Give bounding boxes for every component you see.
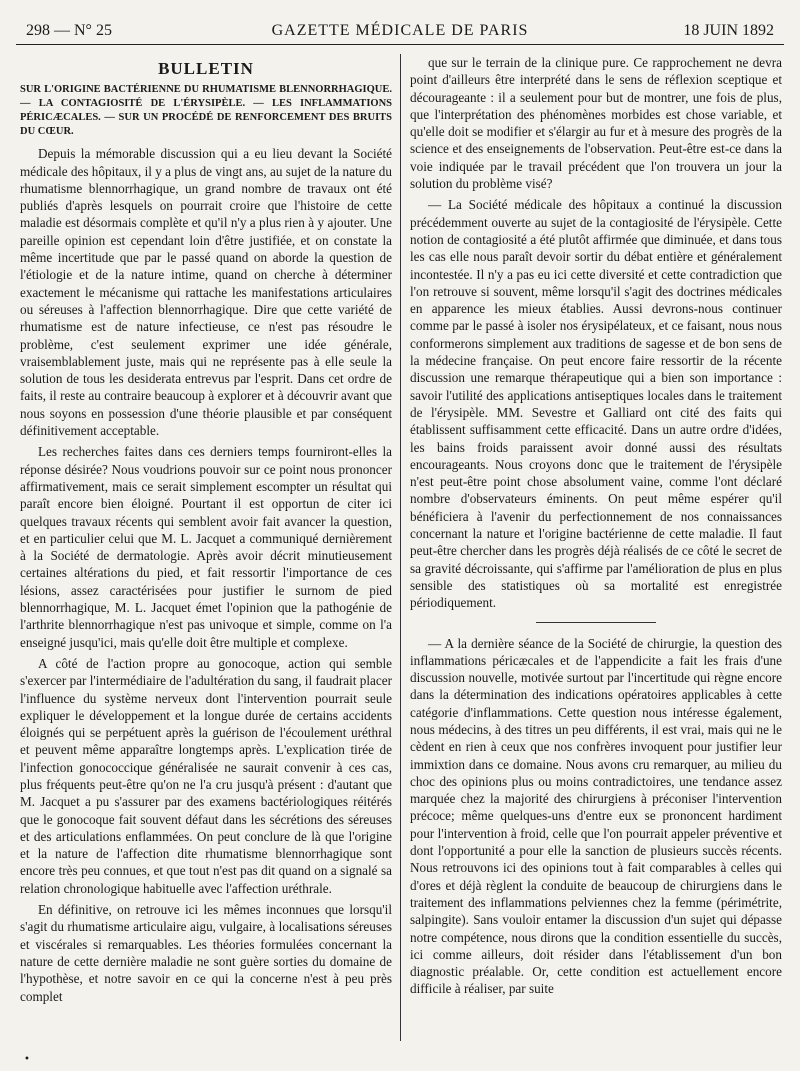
footer-mark: •	[24, 1054, 30, 1065]
left-paragraphs	[20, 145, 392, 1005]
page-header	[16, 0, 784, 45]
journal-title: GAZETTE MÉDICALE DE PARIS	[271, 22, 529, 39]
paragraph: que sur le terrain de la clinique pure. Ce rapprochement ne devra point d'ailleurs être interprété dans le sens de réflexion sceptique et décourageante : il a seulement pour but de montrer, une fois de plus, que l'interprétation des phénomènes morbides est chose variable, et qu'elle doit se modifier et s'élargir au fur et à mesure des progrès de la science et des enseignements de l'observation. Peut-être est-ce dans la voie indiquée par le travail précédent que l'on trouvera un jour la solution du problème visé?	[410, 55, 782, 192]
paragraph: Les recherches faites dans ces derniers temps fourniront-elles la réponse désirée? Nous voudrions pouvoir sur ce point nous prononcer affirmativement, mais ce serait simplement escompter un résultat qui paraît encore bien éloigné. Pourtant il est opportun de citer ici quelques travaux récents qui semblent avoir fait avancer la question, et en particulier celui que M. L. Jacquet a communiqué dernièrement à la Société de dermatologie. Après avoir décrit minutieusement certaines altérations du pied, et fait ressortir l'importance de ces lésions, assez caractérisées pour justifier le surnom de pied blennorrhagique, M. L. Jacquet émet l'opinion que la pathogénie de l'arthrite blennorrhagique n'est pas univoque et simple, comme on l'a enseigné jusqu'ici, mais qu'elle doit être multiple et complexe.	[20, 444, 392, 650]
paragraph: Depuis la mémorable discussion qui a eu lieu devant la Société médicale des hôpitaux, il y a plus de vingt ans, au sujet de la nature du rhumatisme blennorrhagique, un grand nombre de travaux ont été publiés d'après lesquels on pourrait croire que l'histoire de cette maladie est désormais complète et qu'il n'y a plus rien à y ajouter. Une pareille opinion est cependant loin d'être justifiée, et on constate la même incertitude que par le passé quand on aborde la question de l'étiologie et de la nature intime, quand on cherche à déterminer exactement le mécanisme qui rattache les manifestations articulaires ou séreuses à l'affection blennorrhagique. Dire que cette variété de rhumatisme est de nature infectieuse, ce n'est pas résoudre le problème, c'est seulement exprimer une idée générale, vraisemblablement juste, mais qui ne représente pas à elle seule la solution de tous les desiderata entrevus par l'esprit. Dans cet ordre de faits, il reste au contraire beaucoup à explorer et à découvrir avant que nous soyons en possession d'une théorie plausible et par conséquent définitivement acceptable.	[20, 146, 392, 439]
column-divider	[400, 54, 401, 1041]
right-column	[410, 54, 782, 1002]
right-paragraphs-c	[410, 635, 782, 998]
paragraph: — La Société médicale des hôpitaux a continué la discussion précédemment ouverte au sujet de la contagiosité de l'érysipèle. Cette notion de contagiosité a été plutôt affirmée que diminuée, et dans tous les cas elle nous paraît devoir sortir du débat entière et généralement incontestée. Il n'y a pas eu ici cette diversité et cette contradiction que l'on retrouve si souvent, même lorsqu'il s'agit des doctrines médicales en apparence les mieux établies. Aussi devrons-nous continuer comme par le passé à isoler nos érysipélateux, et ce faisant, nous nous conformerons simplement aux traditions de sagesse et de bon sens de la médecine française. On peut encore faire ressortir de la récente discussion une remarque thérapeutique qui a bien son importance : savoir l'utilité des applications antiseptiques locales dans le traitement de l'érysipèle. MM. Sevestre et Galliard ont cité des faits qui établissent suffisamment cette efficacité. Dans un autre ordre d'idées, les bains froids paraissent avoir donné aussi des résultats encourageants. Nous croyons donc que le traitement de l'érysipèle n'est peut-être point chose absolument vaine, comme l'ont déclaré nombre d'observateurs éminents. On peut même espérer qu'il bénéficiera à l'avenir du perfectionnement de nos connaissances concernant la nature et l'origine bactérienne de cette maladie. Il faut peut-être chercher dans les progrès déjà réalisés de ce côté le secret de sa gravité décroissante, qui s'affirme par l'amélioration de plus en plus sensible des statistiques où sa mortalité est enregistrée périodiquement.	[410, 197, 782, 611]
paragraph: A côté de l'action propre au gonocoque, action qui semble s'exercer par l'intermédiaire de l'adultération du sang, il faudrait placer l'influence du système nerveux dont l'intervention pourrait seule expliquer le développement et la longue durée de certains accidents éloignés qui se perpétuent après la guérison de l'écoulement uréthral et peuvent même apparaître longtemps après. L'explication tirée de l'infection gonococcique généralisée ne saurait convenir à ces cas, plus fréquents peut-être qu'on ne l'a cru jusqu'à présent : d'autant que M. Jacquet a pu s'assurer par des examens bactériologiques réitérés que le gonocoque fait souvent défaut dans les sécrétions des séreuses et des articulations enflammées. On peut conclure de là que l'origine et la nature de l'affection dite rhumatisme blennorrhagique sont encore très peu connues, et que tout n'est pas dit quand on a signalé sa relation chronologique habituelle avec l'affection uréthrale.	[20, 655, 392, 896]
right-paragraphs-a	[410, 54, 782, 192]
page-number: 298 — N° 25	[26, 22, 112, 39]
issue-date: 18 JUIN 1892	[683, 22, 774, 39]
left-column	[20, 54, 392, 1009]
right-paragraphs-b	[410, 196, 782, 611]
bulletin-subheading: SUR L'ORIGINE BACTÉRIENNE DU RHUMATISME BLENNORRHAGIQUE. — LA CONTAGIOSITÉ DE L'ÉRYSIPÈLE. — LES INFLAMMATIONS PÉRICÆCALES. — SUR UN PROCÉDÉ DE RENFORCEMENT DES BRUITS DU CŒUR.	[20, 84, 392, 138]
paragraph: En définitive, on retrouve ici les mêmes inconnues que lorsqu'il s'agit du rhumatisme articulaire aigu, vulgaire, à localisations séreuses et viscérales si remarquables. Les théories formulées concernant la nature de cette dernière maladie ne sont guère sorties du domaine de l'hypothèse, et notre savoir en ce qui la concerne n'est à peu près complet	[20, 902, 392, 1004]
paragraph: — A la dernière séance de la Société de chirurgie, la question des inflammations péricæcales et de l'appendicite a fait les frais d'une discussion nouvelle, motivée surtout par l'incertitude qui règne encore dans la détermination des indications opératoires applicables à cette catégorie d'inflammations. Cette question nous intéresse également, nous médecins, à des titres un peu différents, il est vrai, mais qui ne le cèdent en rien à ceux que nos confrères invoquent pour justifier leur immixtion dans ce domaine. Nous avons cru remarquer, au milieu du choc des opinions plus ou moins contradictoires, une tendance assez marquée chez la majorité des chirurgiens à préconiser l'intervention précoce; même quelques-uns d'entre eux se prononcent hardiment pour l'intervention à froid, celle que l'on pourrait appeler préventive et dont l'opportunité a pour elle la sanction de plusieurs succès récents. Nous retrouvons ici des opinions tout à fait comparables à celles qui d'ores et déjà règlent la conduite de beaucoup de chirurgiens dans le traitement des inflammations pelviennes chez la femme (périmétrite, salpingite). Sans vouloir entamer la discussion d'un sujet qui dépasse notre compétence, nous dirons que la condition essentielle du succès, ici comme ailleurs, doit résider dans l'établissement d'un bon diagnostic préalable. Or, cette condition est actuellement encore difficile à réaliser, par suite	[410, 635, 782, 997]
bulletin-title: BULLETIN	[158, 59, 254, 78]
section-separator	[536, 622, 656, 623]
